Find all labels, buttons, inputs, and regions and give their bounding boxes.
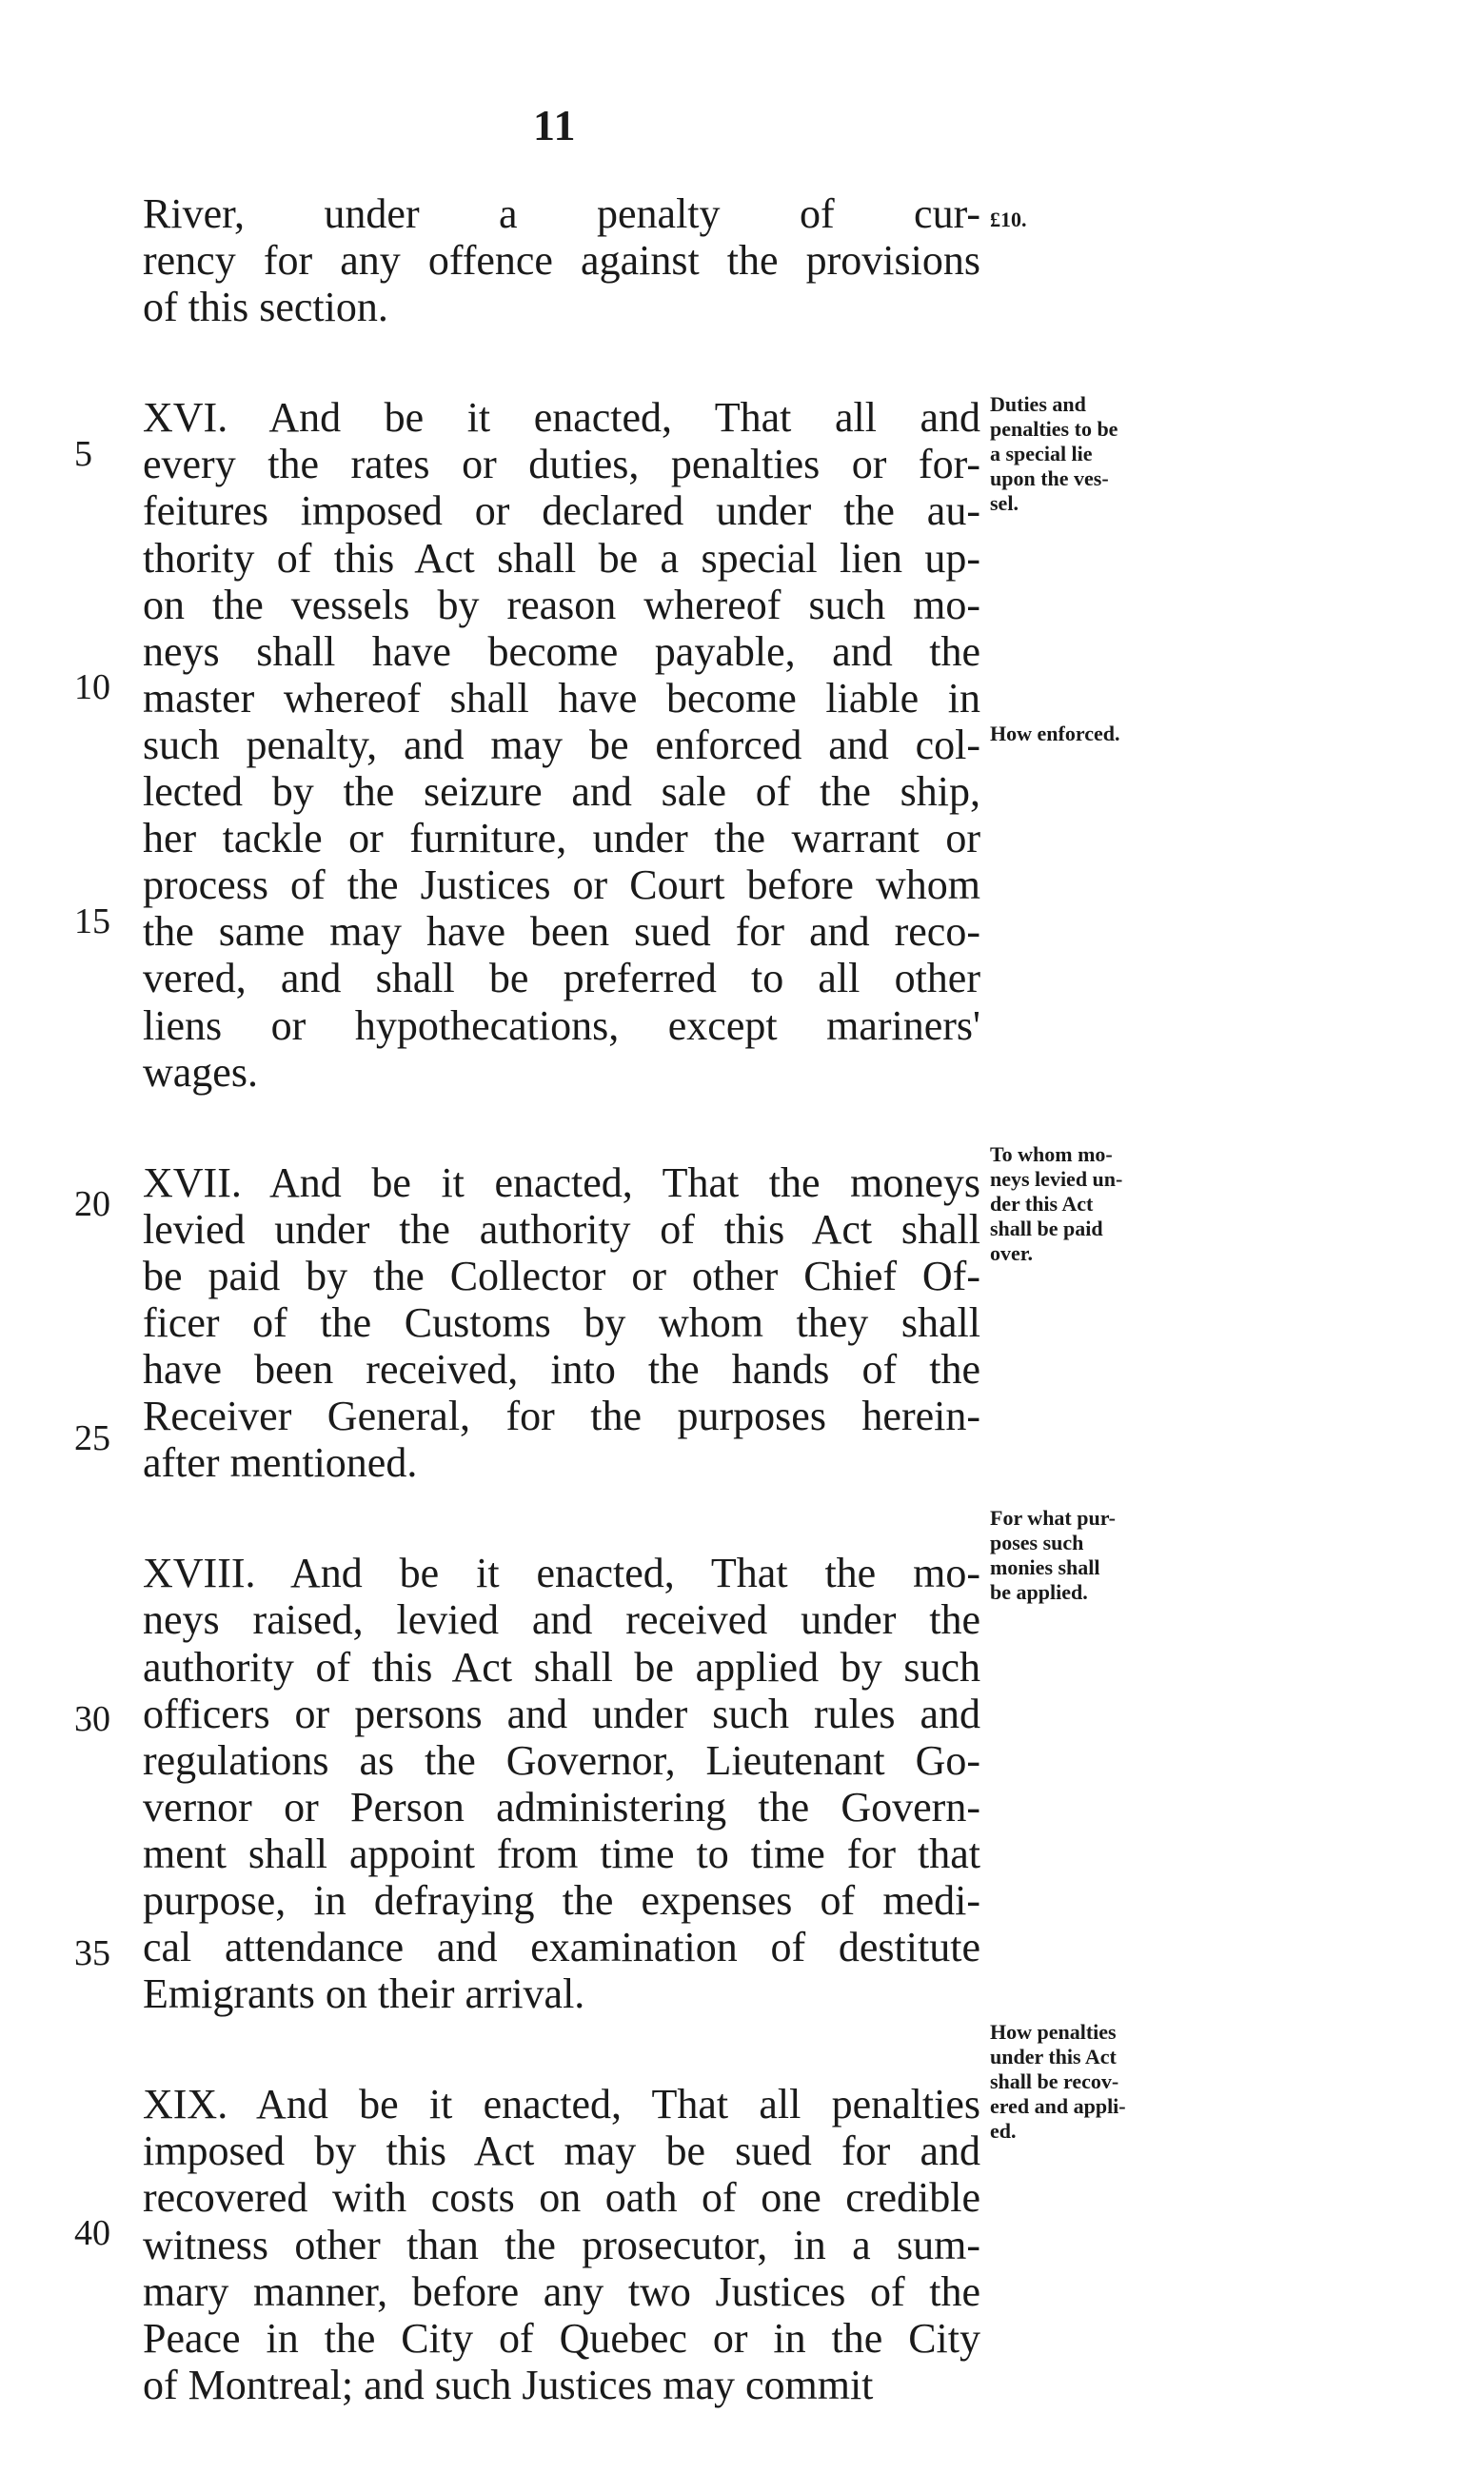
text-line: neys shall have become payable, and the bbox=[143, 627, 980, 675]
margin-note-line: monies shall bbox=[990, 1555, 1100, 1579]
text-line: wages. bbox=[143, 1048, 258, 1096]
line-number: 5 bbox=[74, 434, 92, 474]
text-line: vernor or Person administering the Govern- bbox=[143, 1783, 980, 1831]
section-xvii bbox=[143, 1159, 980, 1487]
text-line: rency for any offence against the provisions bbox=[143, 237, 980, 285]
text-line: purpose, in defraying the expenses of medi- bbox=[143, 1877, 980, 1924]
text-line: every the rates or duties, penalties or for- bbox=[143, 441, 980, 488]
margin-note-line: sel. bbox=[990, 491, 1019, 515]
margin-note-line: How penalties bbox=[990, 2020, 1117, 2044]
line-number: 40 bbox=[74, 2213, 110, 2253]
margin-note-line: For what pur- bbox=[990, 1506, 1116, 1530]
margin-note-line: over. bbox=[990, 1241, 1034, 1265]
section-continuation bbox=[143, 190, 980, 330]
text-line: neys raised, levied and received under the bbox=[143, 1596, 980, 1644]
text-line: witness other than the prosecutor, in a sum- bbox=[143, 2221, 980, 2268]
line-number: 15 bbox=[74, 901, 110, 941]
section-xvi bbox=[143, 394, 980, 1095]
text-line: have been received, into the hands of the bbox=[143, 1346, 980, 1394]
page-number: 11 bbox=[533, 101, 577, 149]
margin-note-to-whom-paid bbox=[990, 1142, 1199, 1266]
text-line: recovered with costs on oath of one credible bbox=[143, 2174, 980, 2222]
text-line: ficer of the Customs by whom they shall bbox=[143, 1298, 980, 1346]
text-line: after mentioned. bbox=[143, 1439, 418, 1487]
text-line: her tackle or furniture, under the warrant or bbox=[143, 815, 980, 862]
text-line: vered, and shall be preferred to all other bbox=[143, 955, 980, 1002]
line-number: 25 bbox=[74, 1418, 110, 1458]
text-line: master whereof shall have become liable in bbox=[143, 674, 980, 722]
text-line: Receiver General, for the purposes herein- bbox=[143, 1393, 980, 1440]
text-line: XVI. And be it enacted, That all and bbox=[143, 394, 980, 442]
text-line: the same may have been sued for and reco- bbox=[143, 908, 980, 956]
line-number: 10 bbox=[74, 667, 110, 707]
margin-note-duties-lien bbox=[990, 392, 1199, 516]
margin-note-line: ered and appli- bbox=[990, 2094, 1126, 2118]
text-line: levied under the authority of this Act shall bbox=[143, 1205, 980, 1253]
margin-note-line: ed. bbox=[990, 2119, 1017, 2143]
text-line: imposed by this Act may be sued for and bbox=[143, 2128, 980, 2175]
section-xix bbox=[143, 2081, 980, 2408]
text-line: of this section. bbox=[143, 284, 388, 331]
text-line: process of the Justices or Court before whom bbox=[143, 861, 980, 909]
text-line: feitures imposed or declared under the au- bbox=[143, 487, 980, 535]
text-line: XIX. And be it enacted, That all penalties bbox=[143, 2081, 980, 2128]
text-line: such penalty, and may be enforced and col- bbox=[143, 721, 980, 768]
text-line: XVIII. And be it enacted, That the mo- bbox=[143, 1550, 980, 1597]
line-number: 20 bbox=[74, 1184, 110, 1224]
line-number: 35 bbox=[74, 1933, 110, 1973]
margin-note-how-penalties bbox=[990, 2020, 1199, 2144]
text-line: on the vessels by reason whereof such mo- bbox=[143, 581, 980, 628]
margin-note-line: Duties and bbox=[990, 392, 1086, 416]
text-line: cal attendance and examination of destitute bbox=[143, 1924, 980, 1971]
margin-note-line: penalties to be bbox=[990, 417, 1118, 441]
margin-note-line: be applied. bbox=[990, 1580, 1088, 1604]
margin-note-line: To whom mo- bbox=[990, 1142, 1113, 1166]
margin-note-line: shall be paid bbox=[990, 1217, 1103, 1240]
text-line: lected by the seizure and sale of the ship, bbox=[143, 768, 980, 816]
margin-note-line: neys levied un- bbox=[990, 1167, 1123, 1191]
text-line: regulations as the Governor, Lieutenant Go- bbox=[143, 1736, 980, 1784]
margin-note-line: a special lie bbox=[990, 442, 1093, 465]
text-line: ment shall appoint from time to time for that bbox=[143, 1830, 980, 1877]
margin-note-for-what-purposes bbox=[990, 1506, 1199, 1605]
body-text bbox=[143, 190, 980, 2408]
text-line: River, under a penalty of cur- bbox=[143, 190, 980, 237]
text-line: liens or hypothecations, except mariners' bbox=[143, 1001, 980, 1049]
margin-note-line: £10. bbox=[990, 208, 1027, 231]
margin-note-line: poses such bbox=[990, 1531, 1084, 1554]
section-xviii bbox=[143, 1550, 980, 2017]
text-line: thority of this Act shall be a special lien up- bbox=[143, 534, 980, 582]
text-line: of Montreal; and such Justices may commit bbox=[143, 2361, 874, 2408]
text-line: authority of this Act shall be applied by such bbox=[143, 1643, 980, 1691]
text-line: officers or persons and under such rules and bbox=[143, 1690, 980, 1737]
text-line: XVII. And be it enacted, That the moneys bbox=[143, 1158, 980, 1206]
text-line: Emigrants on their arrival. bbox=[143, 1970, 585, 2018]
margin-note-line: under this Act bbox=[990, 2045, 1117, 2068]
margin-note-line: shall be recov- bbox=[990, 2069, 1119, 2093]
text-line: be paid by the Collector or other Chief Of- bbox=[143, 1252, 980, 1299]
text-line: Peace in the City of Quebec or in the City bbox=[143, 2314, 980, 2362]
margin-note-penalty-amount bbox=[990, 208, 1199, 232]
text-line: mary manner, before any two Justices of the bbox=[143, 2267, 980, 2315]
margin-note-line: upon the ves- bbox=[990, 466, 1109, 490]
margin-note-how-enforced bbox=[990, 722, 1199, 746]
line-number: 30 bbox=[74, 1699, 110, 1739]
margin-note-line: How enforced. bbox=[990, 722, 1120, 745]
margin-note-line: der this Act bbox=[990, 1192, 1094, 1216]
